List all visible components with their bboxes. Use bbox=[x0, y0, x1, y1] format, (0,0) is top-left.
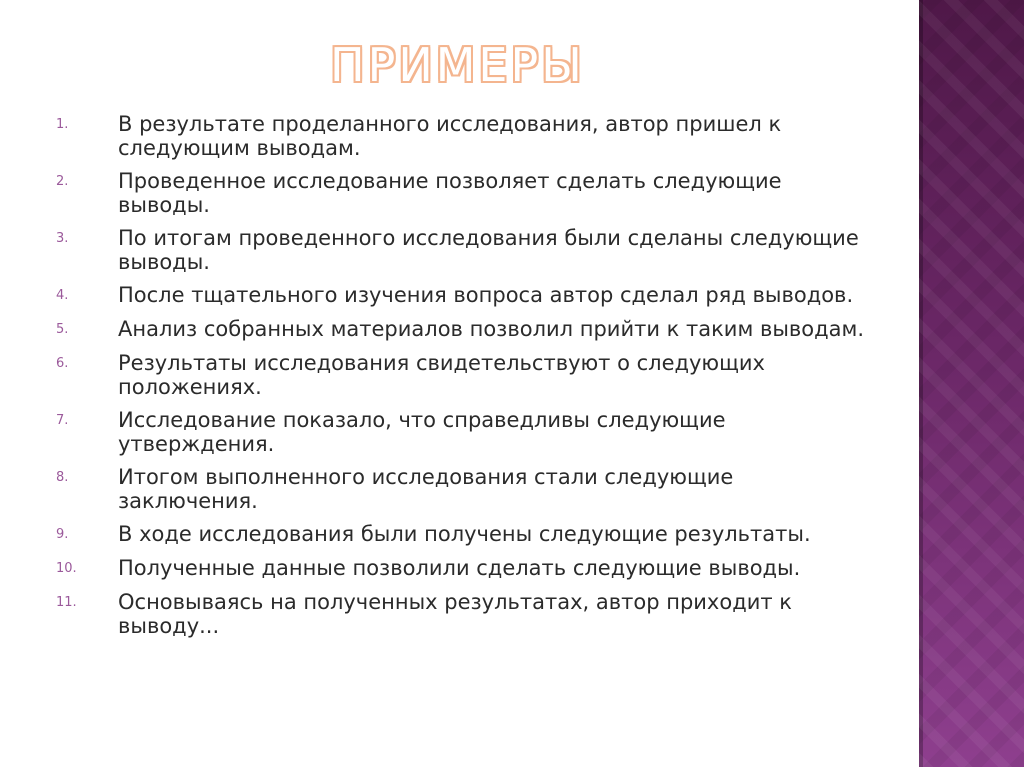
item-text: Проведенное исследование позволяет сделать следующие выводы. bbox=[118, 169, 782, 217]
item-number: 5. bbox=[56, 322, 69, 337]
list-item bbox=[56, 169, 876, 217]
item-text: Исследование показало, что справедливы следующие утверждения. bbox=[118, 408, 726, 456]
item-number: 6. bbox=[56, 356, 69, 371]
item-text: Итогом выполненного исследования стали следующие заключения. bbox=[118, 465, 734, 513]
examples-list bbox=[56, 112, 876, 647]
item-number: 7. bbox=[56, 413, 69, 428]
slide-title: ПРИМЕРЫ bbox=[330, 38, 585, 92]
item-text: Основываясь на полученных результатах, автор приходит к выводу... bbox=[118, 590, 792, 638]
list-item bbox=[56, 590, 876, 638]
list-item bbox=[56, 465, 876, 513]
item-number: 9. bbox=[56, 527, 69, 542]
item-text: По итогам проведенного исследования были сделаны следующие выводы. bbox=[118, 226, 859, 274]
item-number: 3. bbox=[56, 231, 69, 246]
item-text: Полученные данные позволили сделать следующие выводы. bbox=[118, 556, 801, 580]
item-number: 2. bbox=[56, 174, 69, 189]
list-item bbox=[56, 112, 876, 160]
item-number: 4. bbox=[56, 288, 69, 303]
item-text: Результаты исследования свидетельствуют о следующих положениях. bbox=[118, 351, 765, 399]
list-item bbox=[56, 351, 876, 399]
item-number: 10. bbox=[56, 561, 77, 576]
decorative-side-panel bbox=[919, 0, 1024, 767]
list-item bbox=[56, 226, 876, 274]
list-item bbox=[56, 317, 876, 342]
item-text: В ходе исследования были получены следующие результаты. bbox=[118, 522, 811, 546]
item-text: В результате проделанного исследования, автор пришел к следующим выводам. bbox=[118, 112, 782, 160]
item-text: Анализ собранных материалов позволил прийти к таким выводам. bbox=[118, 317, 865, 341]
item-number: 1. bbox=[56, 117, 69, 132]
item-text: После тщательного изучения вопроса автор сделал ряд выводов. bbox=[118, 283, 854, 307]
list-item bbox=[56, 522, 876, 547]
item-number: 11. bbox=[56, 595, 77, 610]
item-number: 8. bbox=[56, 470, 69, 485]
list-item bbox=[56, 556, 876, 581]
list-item bbox=[56, 283, 876, 308]
list-item bbox=[56, 408, 876, 456]
